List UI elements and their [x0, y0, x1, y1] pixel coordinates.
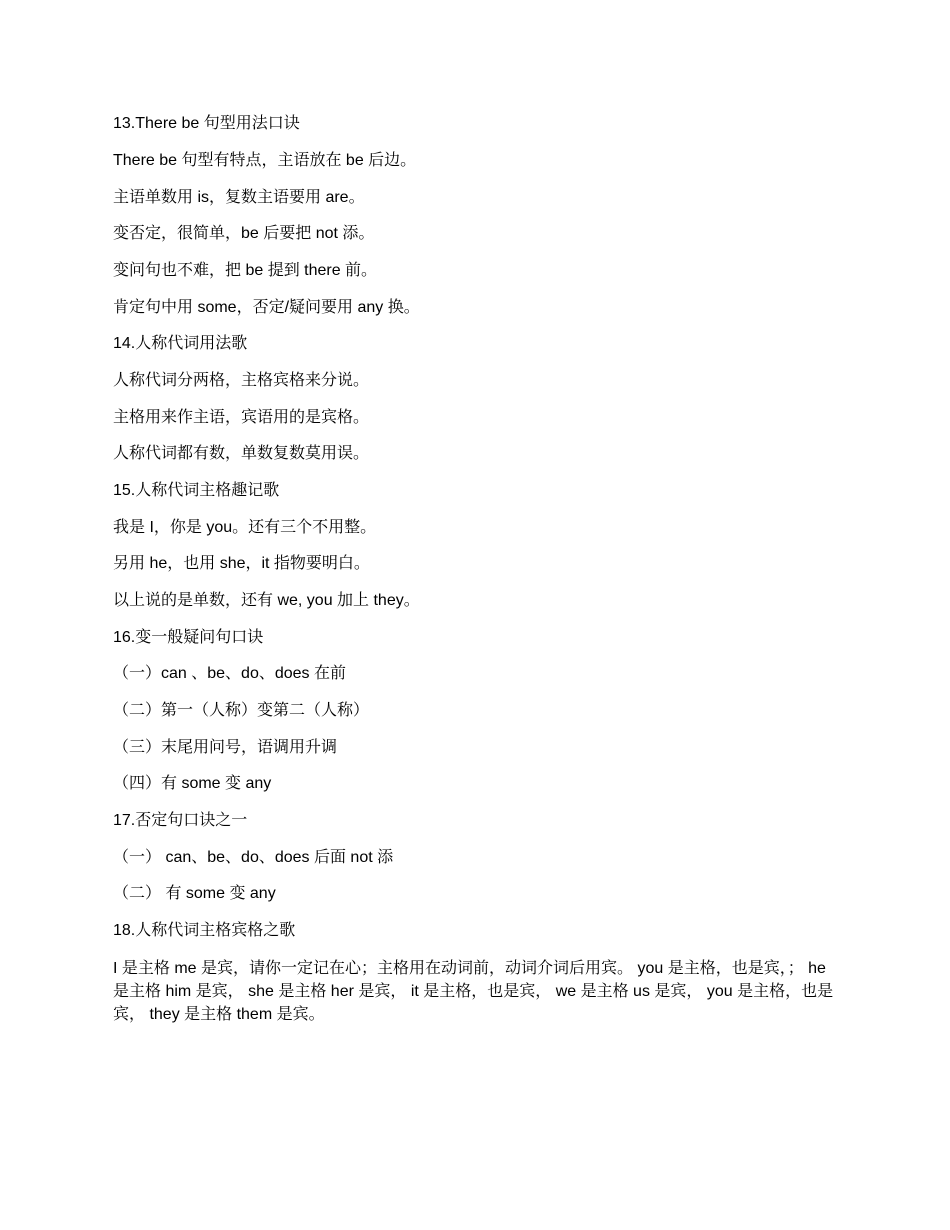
text-line: 以上说的是单数，还有 we, you 加上 they。	[113, 592, 420, 609]
text-line: （一）can 、be、do、does 在前	[113, 665, 346, 682]
text-line: 另用 he，也用 she，it 指物要明白。	[113, 555, 370, 572]
section-heading-16: 16.变一般疑问句口诀	[113, 629, 264, 646]
section-heading-14: 14.人称代词用法歌	[113, 335, 248, 352]
text-line: 主格用来作主语，宾语用的是宾格。	[113, 409, 370, 426]
text-line: 变问句也不难，把 be 提到 there 前。	[113, 262, 378, 279]
text-line: （二） 有 some 变 any	[113, 885, 276, 902]
section-heading-15: 15.人称代词主格趣记歌	[113, 482, 280, 499]
text-line: 我是 I，你是 you。还有三个不用整。	[113, 519, 377, 536]
section-heading-17: 17.否定句口诀之一	[113, 812, 248, 829]
text-line: 人称代词都有数，单数复数莫用误。	[113, 445, 370, 462]
text-line: 人称代词分两格，主格宾格来分说。	[113, 372, 370, 389]
text-line: 主语单数用 is，复数主语要用 are。	[113, 189, 365, 206]
text-line: 肯定句中用 some，否定/疑问要用 any 换。	[113, 299, 420, 316]
section-heading-18: 18.人称代词主格宾格之歌	[113, 922, 296, 939]
text-paragraph: I 是主格 me 是宾，请你一定记在心；主格用在动词前，动词介词后用宾。 you 是主格，也是宾，； he 是主格 him 是宾， she 是主格 her 是宾， it 是主格，也是宾， we 是主格 us 是宾， you 是主格，也是宾， they 是主格 them 是宾。	[113, 960, 834, 1023]
text-line: （二）第一（人称）变第二（人称）	[113, 702, 370, 719]
text-line: 变否定，很简单，be 后要把 not 添。	[113, 225, 375, 242]
section-heading-13: 13.There be 句型用法口诀	[113, 115, 300, 132]
text-line: There be 句型有特点，主语放在 be 后边。	[113, 152, 417, 169]
text-line: （一） can、be、do、does 后面 not 添	[113, 849, 394, 866]
text-line: （三）末尾用问号，语调用升调	[113, 739, 338, 756]
text-line: （四）有 some 变 any	[113, 775, 272, 792]
